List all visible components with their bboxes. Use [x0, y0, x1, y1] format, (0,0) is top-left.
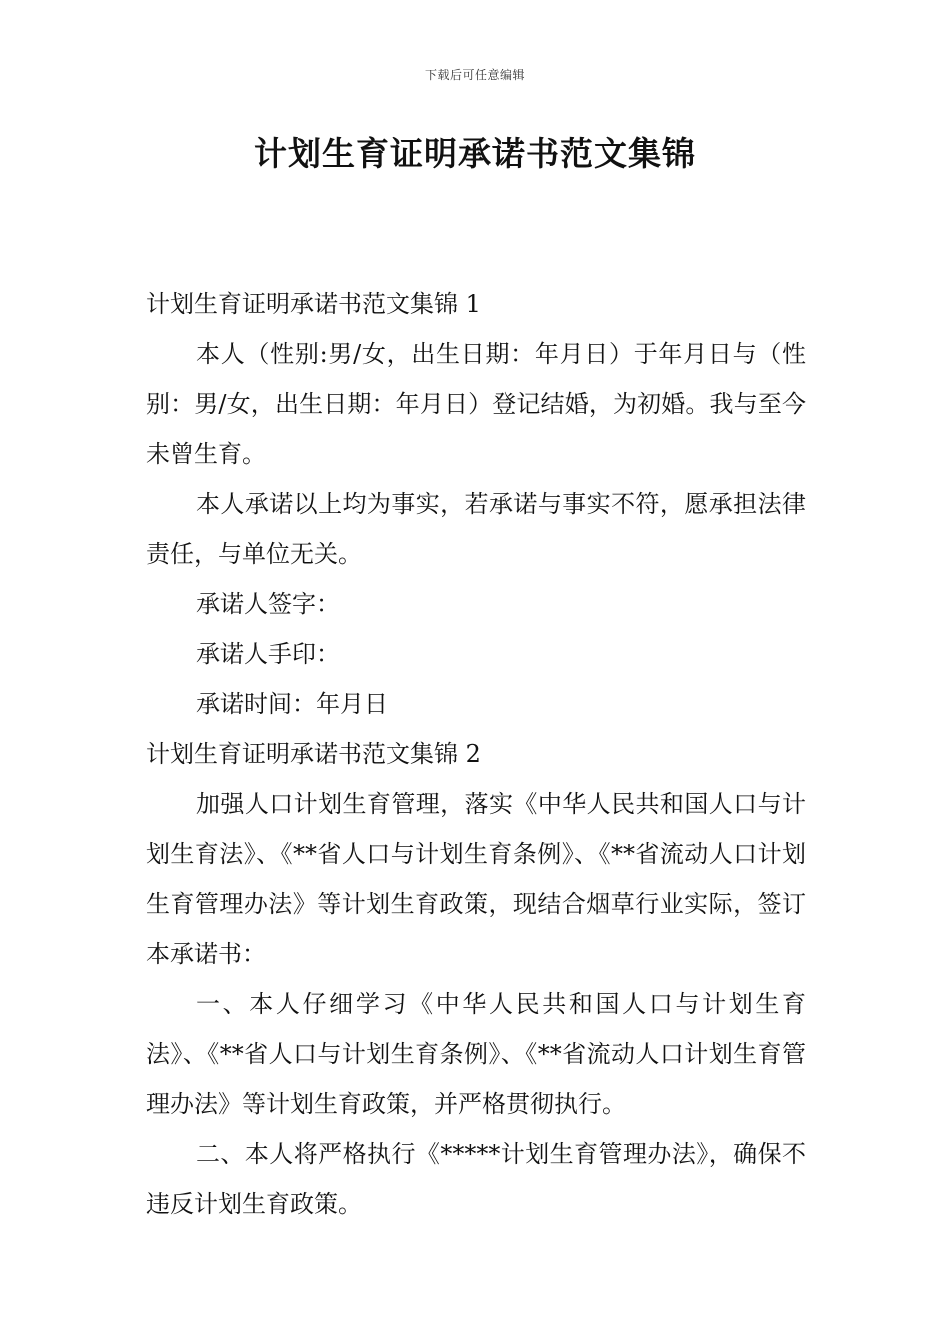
fingerprint-line: 承诺人手印：: [196, 640, 340, 668]
body-paragraph: 加强人口计划生育管理，落实《中华人民共和国人口与计划生育法》、《**省人口与计划生育条例》、《**省流动人口计划生育管理办法》等计划生育政策，现结合烟草行业实际，签订本承诺书：: [146, 790, 806, 968]
body-paragraph: 二、本人将严格执行《*****计划生育管理办法》，确保不违反计划生育政策。: [146, 1140, 806, 1218]
body-paragraph: 本人（性别:男/女，出生日期：年月日）于年月日与（性别：男/女，出生日期：年月日）登记结婚，为初婚。我与至今未曾生育。: [146, 340, 806, 468]
header-note: 下载后可任意编辑: [424, 68, 525, 82]
document-title: 计划生育证明承诺书范文集锦: [254, 134, 696, 173]
date-line: 承诺时间：年月日: [196, 690, 388, 718]
signature-line: 承诺人签字：: [196, 590, 340, 618]
section-heading: 计划生育证明承诺书范文集锦 2: [146, 740, 481, 768]
body-paragraph: 一、本人仔细学习《中华人民共和国人口与计划生育法》、《**省人口与计划生育条例》、《**省流动人口计划生育管理办法》等计划生育政策，并严格贯彻执行。: [146, 990, 806, 1118]
document-body: [146, 279, 806, 1229]
body-paragraph: 本人承诺以上均为事实，若承诺与事实不符，愿承担法律责任，与单位无关。: [146, 490, 806, 568]
section-heading: 计划生育证明承诺书范文集锦 1: [146, 290, 481, 318]
